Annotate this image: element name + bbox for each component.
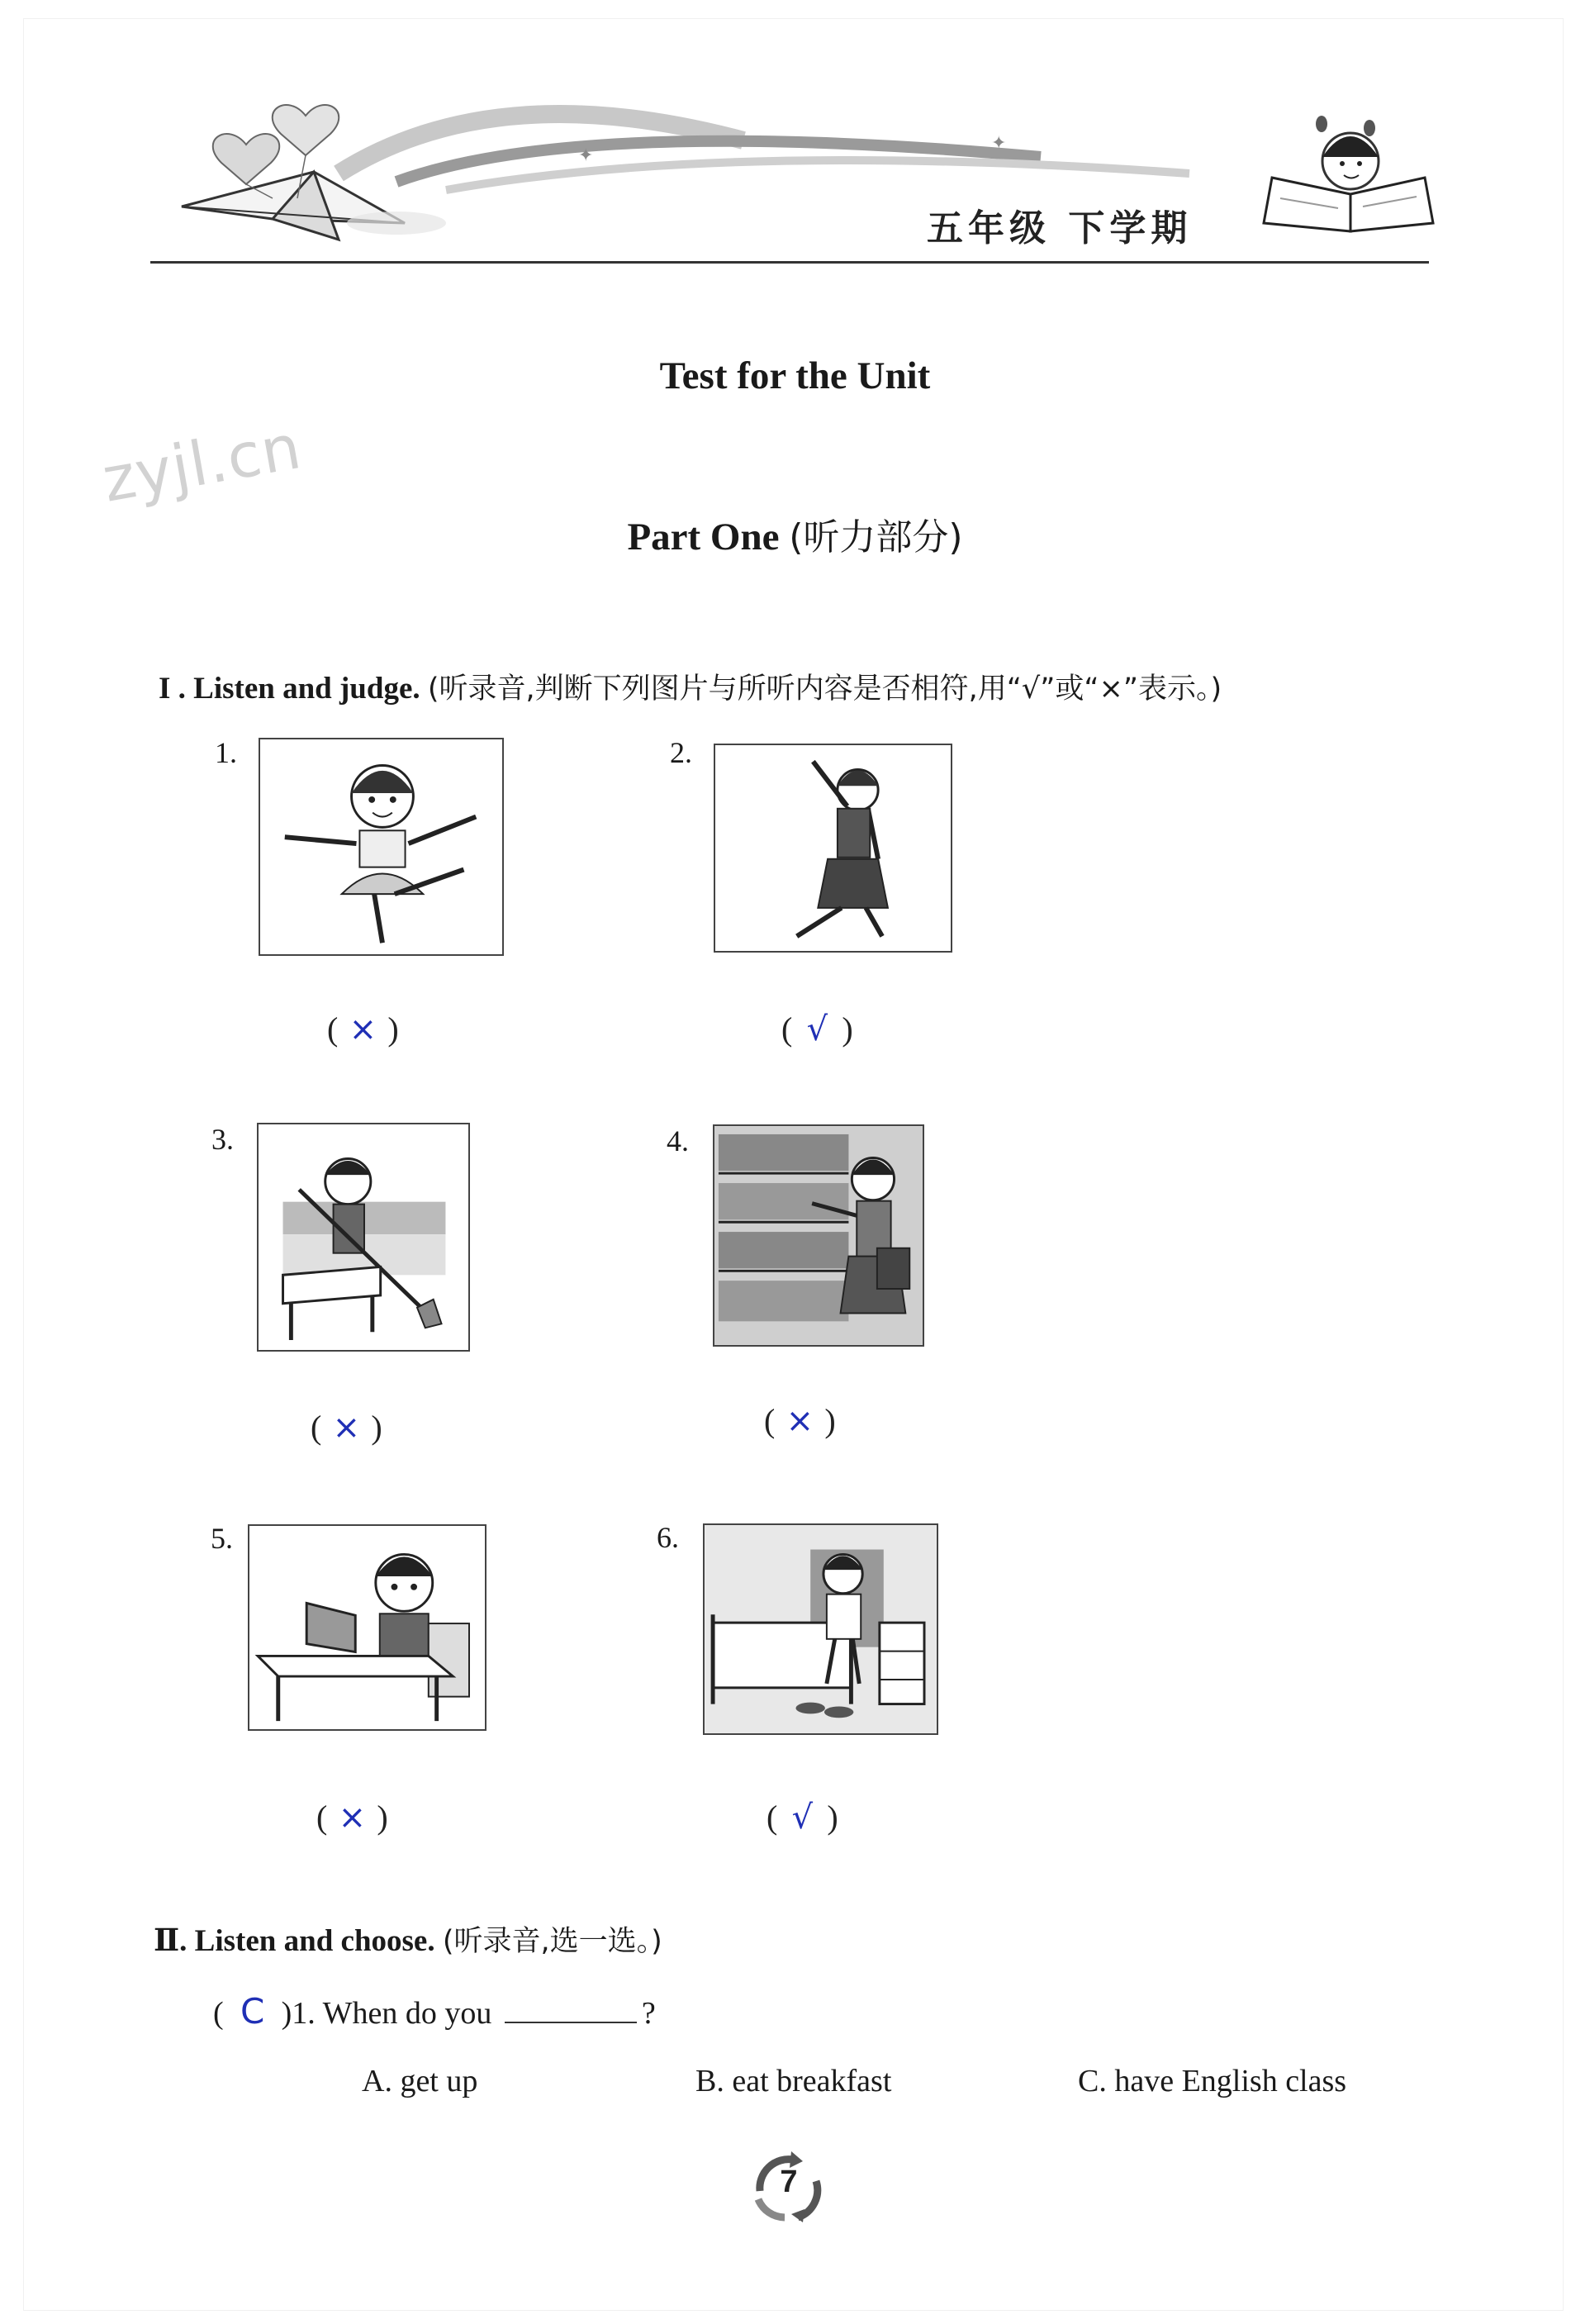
rainbow-swoosh-icon — [339, 114, 1189, 190]
question-1-option-a: A. get up — [362, 2064, 478, 2098]
page-title: Test for the Unit — [659, 354, 931, 397]
item-6-answer-mark: √ — [791, 1799, 814, 1837]
girl-shopping-icon — [714, 1126, 923, 1345]
question-1: ( C )1. When do you ? — [213, 1991, 656, 2032]
item-6-number: 6. — [657, 1521, 679, 1554]
item-2-answer: ( √ ) — [781, 1010, 853, 1048]
item-3-number: 3. — [211, 1123, 234, 1156]
item-1-answer: ( × ) — [327, 1010, 399, 1048]
svg-text:✦: ✦ — [578, 145, 594, 165]
question-1-number: )1. — [281, 1996, 316, 2031]
question-1-option-b: B. eat breakfast — [695, 2064, 892, 2098]
question-1-answer: C — [240, 1991, 265, 2032]
item-1-answer-mark: × — [349, 1010, 377, 1048]
item-1-number: 1. — [215, 736, 237, 769]
header-rule — [150, 261, 1429, 264]
item-6-answer: ( √ ) — [767, 1799, 838, 1837]
girl-dancing-icon — [260, 739, 502, 954]
item-2-picture — [714, 744, 952, 953]
item-5-answer-mark: × — [338, 1799, 367, 1837]
part-heading — [0, 507, 1590, 560]
item-1-picture — [259, 738, 504, 956]
item-5-answer: ( × ) — [316, 1799, 388, 1837]
item-3-answer-mark: × — [332, 1409, 361, 1447]
item-4-picture — [713, 1124, 924, 1347]
part-heading-cn: (听力部分) — [789, 516, 963, 558]
item-5-number: 5. — [211, 1522, 233, 1555]
question-1-option-c: C. have English class — [1078, 2064, 1347, 2098]
girl-stretching-icon — [715, 745, 951, 951]
boy-reading-icon — [249, 1526, 485, 1729]
boy-getting-up-icon — [705, 1525, 937, 1733]
section-1-instructions: (听录音,判断下列图片与所听内容是否相符,用“√”或“×”表示。) — [427, 672, 1222, 706]
section-2-title: Ⅱ. Listen and choose. — [154, 1924, 435, 1958]
question-1-blank — [505, 1997, 637, 2023]
item-4-answer-mark: × — [786, 1402, 814, 1440]
part-heading-en: Part One — [627, 516, 780, 558]
page-number: 7 — [780, 2165, 798, 2199]
item-2-number: 2. — [670, 736, 692, 769]
item-3-picture — [257, 1123, 470, 1352]
boy-sweeping-icon — [259, 1124, 468, 1350]
item-5-picture — [248, 1524, 486, 1731]
section-2-heading — [154, 1918, 662, 1960]
watermark: zyjl.cn — [97, 411, 307, 516]
item-3-answer: ( × ) — [311, 1409, 382, 1447]
section-1-heading — [159, 666, 1222, 707]
question-1-end: ? — [641, 1996, 656, 2031]
section-2-instructions: (听录音,选一选。) — [442, 1925, 662, 1958]
page-number-badge — [743, 2141, 834, 2232]
item-4-answer: ( × ) — [764, 1402, 836, 1440]
item-6-picture — [703, 1523, 938, 1735]
section-1-title: I . Listen and judge. — [159, 672, 420, 706]
item-2-answer-mark: √ — [806, 1010, 828, 1048]
question-1-text: When do you — [322, 1996, 492, 2031]
grade-label: 五年级 下学期 — [927, 207, 1193, 250]
header-banner — [149, 83, 1437, 273]
item-4-number: 4. — [667, 1124, 689, 1157]
svg-text:✦: ✦ — [991, 132, 1007, 153]
girl-reading-book-icon — [1264, 116, 1433, 231]
